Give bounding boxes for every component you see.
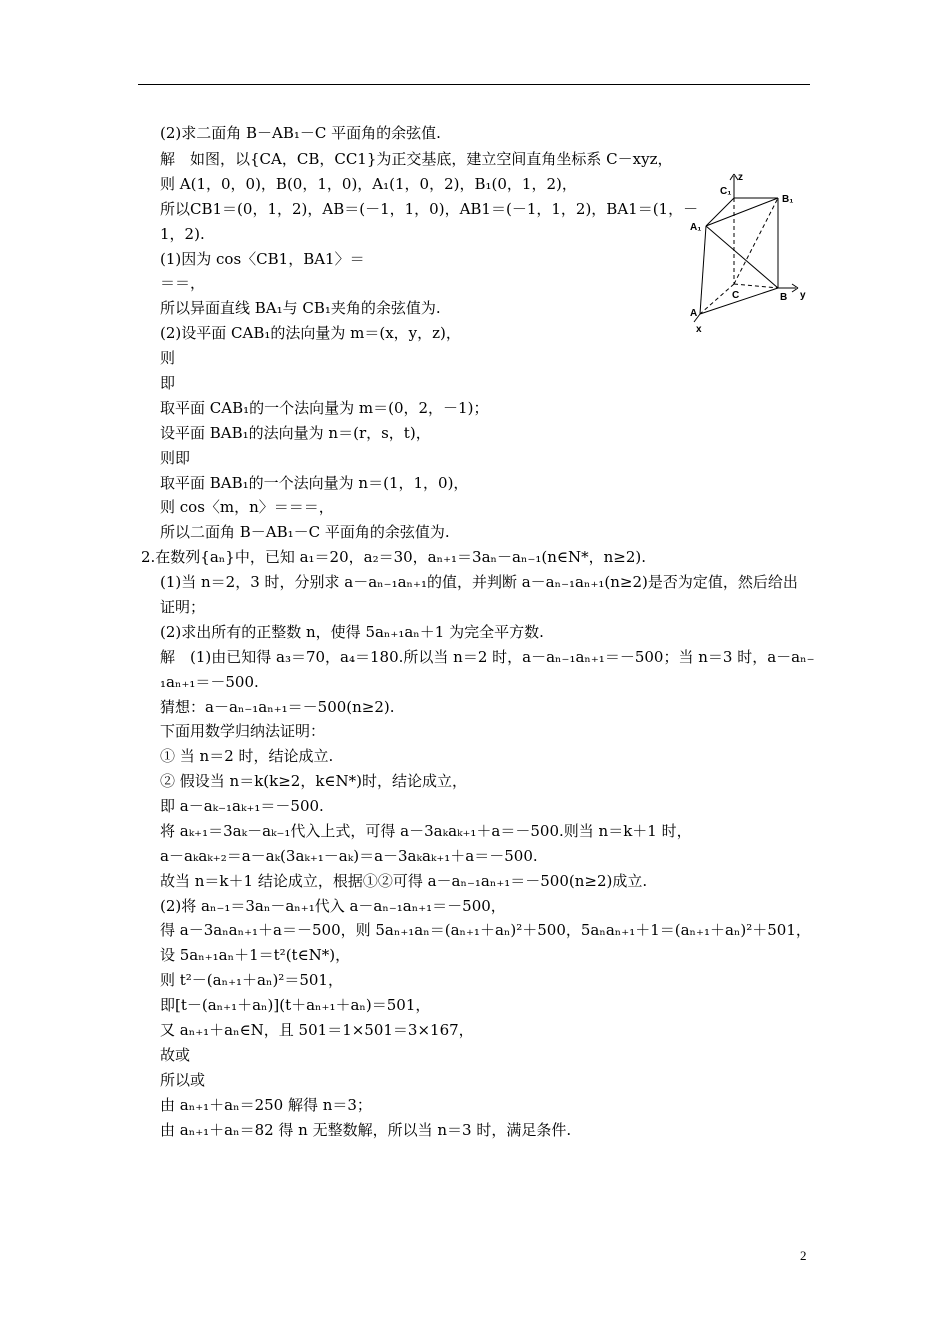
text-line: 则 — [160, 349, 176, 367]
label-c: C — [732, 290, 740, 301]
text-line: (2)将 aₙ₋₁＝3aₙ－aₙ₊₁代入 a－aₙ₋₁aₙ₊₁＝－500， — [160, 897, 506, 915]
text-line: 下面用数学归纳法证明： — [160, 722, 326, 740]
text-line: (1)当 n＝2，3 时，分别求 a－aₙ₋₁aₙ₊₁的值，并判断 a－aₙ₋₁aₙ₊₁(n≥2)是否为定值，然后给出 — [160, 573, 798, 591]
label-y: y — [800, 290, 806, 301]
text-line: 所以CB1＝(0，1，2)，AB＝(－1，1，0)，AB1＝(－1，1，2)，BA1＝(1，－ — [160, 200, 699, 218]
text-line: 即 — [160, 374, 176, 392]
text-line: 所以或 — [160, 1071, 206, 1089]
text-line: (1)因为 cos〈CB1，BA1〉＝ — [160, 250, 365, 268]
header-rule — [138, 84, 810, 85]
page-number: 2 — [800, 1248, 807, 1263]
text-line: 则 t²－(aₙ₊₁＋aₙ)²＝501， — [160, 971, 343, 989]
text-line: 解 如图，以{CA，CB，CC1}为正交基底，建立空间直角坐标系 C－xyz， — [160, 150, 673, 168]
text-line: 设平面 BAB₁的法向量为 n＝(r，s，t)， — [160, 424, 431, 442]
label-b: B — [780, 292, 788, 303]
prism-figure — [688, 168, 818, 338]
text-line: 则 cos〈m，n〉＝＝＝， — [160, 498, 334, 516]
text-line: ₁aₙ₊₁＝－500. — [160, 673, 259, 691]
label-a1: A₁ — [690, 222, 702, 233]
text-line: (2)求二面角 B－AB₁－C 平面角的余弦值. — [160, 124, 441, 142]
text-line: 得 a－3aₙaₙ₊₁＋a＝－500，则 5aₙ₊₁aₙ＝(aₙ₊₁＋aₙ)²＋500，5aₙaₙ₊₁＋1＝(aₙ₊₁＋aₙ)²＋501， — [160, 921, 811, 939]
text-line: 所以二面角 B－AB₁－C 平面角的余弦值为. — [160, 523, 450, 541]
label-c1: C₁ — [720, 186, 732, 197]
text-line: 1，2). — [160, 225, 205, 243]
text-line: ② 假设当 n＝k(k≥2，k∈N*)时，结论成立， — [160, 772, 468, 790]
text-line: 取平面 BAB₁的一个法向量为 n＝(1，1，0)， — [160, 474, 469, 492]
label-x: x — [696, 324, 702, 335]
text-line: ＝＝， — [160, 274, 206, 292]
text-line: 证明； — [160, 598, 206, 616]
text-line: 则 A(1，0，0)，B(0，1，0)，A₁(1，0，2)，B₁(0，1，2)， — [160, 175, 577, 193]
text-line: (2)求出所有的正整数 n，使得 5aₙ₊₁aₙ＋1 为完全平方数. — [160, 623, 544, 641]
text-line: 即 a－aₖ₋₁aₖ₊₁＝－500. — [160, 797, 324, 815]
text-line: 2.在数列{aₙ}中，已知 a₁＝20，a₂＝30，aₙ₊₁＝3aₙ－aₙ₋₁(n∈N*，n≥2). — [141, 548, 647, 566]
text-line: 猜想：a－aₙ₋₁aₙ₊₁＝－500(n≥2). — [160, 698, 395, 716]
text-line: 取平面 CAB₁的一个法向量为 m＝(0，2，－1)； — [160, 399, 489, 417]
text-line: ① 当 n＝2 时，结论成立. — [160, 747, 334, 765]
text-line: 由 aₙ₊₁＋aₙ＝82 得 n 无整数解，所以当 n＝3 时，满足条件. — [160, 1121, 572, 1139]
text-line: 故当 n＝k＋1 结论成立，根据①②可得 a－aₙ₋₁aₙ₊₁＝－500(n≥2)成立. — [160, 872, 648, 890]
text-line: 由 aₙ₊₁＋aₙ＝250 解得 n＝3； — [160, 1096, 372, 1114]
label-b1: B₁ — [782, 194, 794, 205]
text-line: 又 aₙ₊₁＋aₙ∈N，且 501＝1×501＝3×167， — [160, 1021, 474, 1039]
text-line: 解 (1)由已知得 a₃＝70，a₄＝180.所以当 n＝2 时，a－aₙ₋₁aₙ₊₁＝－500；当 n＝3 时，a－aₙ₋ — [160, 648, 815, 666]
text-line: (2)设平面 CAB₁的法向量为 m＝(x，y，z)， — [160, 324, 461, 342]
text-line: 故或 — [160, 1046, 191, 1064]
label-z: z — [738, 172, 743, 183]
label-a: A — [690, 308, 698, 319]
text-line: a－aₖaₖ₊₂＝a－aₖ(3aₖ₊₁－aₖ)＝a－3aₖaₖ₊₁＋a＝－500. — [160, 847, 538, 865]
text-line: 将 aₖ₊₁＝3aₖ－aₖ₋₁代入上式，可得 a－3aₖaₖ₊₁＋a＝－500.则当 n＝k＋1 时， — [160, 822, 692, 840]
text-line: 所以异面直线 BA₁与 CB₁夹角的余弦值为. — [160, 299, 441, 317]
text-line: 则即 — [160, 449, 191, 467]
text-line: 设 5aₙ₊₁aₙ＋1＝t²(t∈N*)， — [160, 946, 351, 964]
text-line: 即[t－(aₙ₊₁＋aₙ)](t＋aₙ₊₁＋aₙ)＝501， — [160, 996, 431, 1014]
